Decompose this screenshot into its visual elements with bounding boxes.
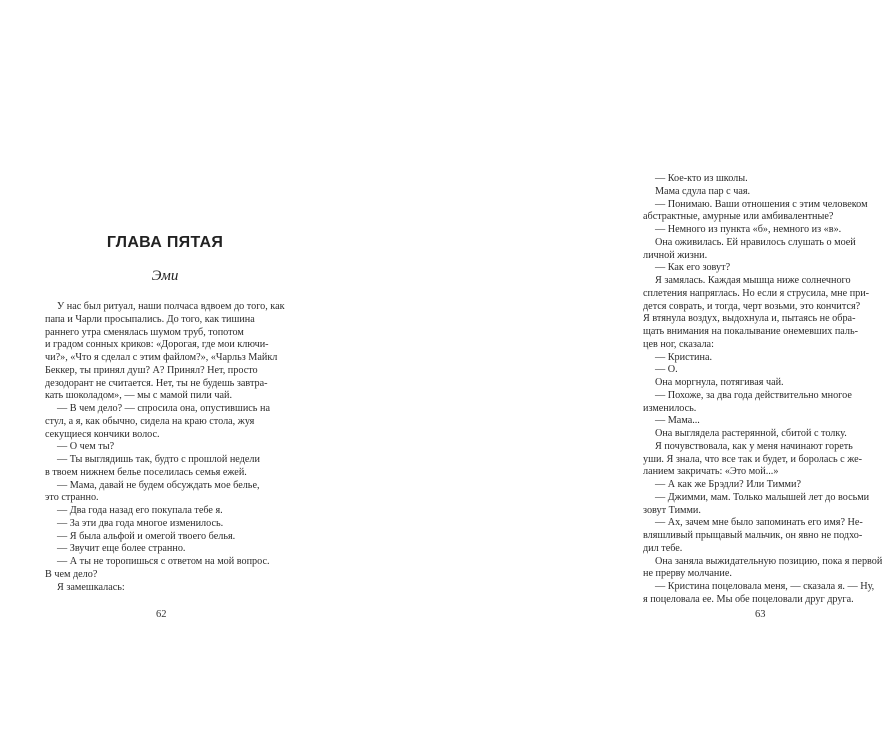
chapter-title: ГЛАВА ПЯТАЯ — [106, 234, 224, 251]
text-line: Мама сдула пар с чая. — [655, 185, 751, 197]
text-line: Беккер, ты принял душ? А? Принял? Нет, просто — [45, 364, 258, 376]
text-line: — Мама... — [655, 415, 700, 427]
text-line: — Понимаю. Ваши отношения с этим человеком — [655, 198, 868, 210]
text-line: — Кристина. — [655, 351, 713, 363]
text-line: Она выглядела растерянной, сбитой с толку. — [655, 428, 847, 439]
right-page — [300, 0, 882, 750]
left-page — [0, 0, 300, 750]
text-line: Она заняла выжидательную позицию, пока я первой — [655, 555, 882, 567]
text-line: цев ног, сказала: — [643, 338, 714, 350]
text-line: Она оживилась. Ей нравилось слушать о моей — [655, 236, 856, 248]
text-line: — Похоже, за два года действительно многое — [655, 389, 852, 401]
text-line: дил тебе. — [643, 542, 683, 554]
text-line: в твоем нижнем белье поселилась семья ежей. — [45, 466, 247, 478]
text-line: — Немного из пункта «б», немного из «в». — [655, 224, 842, 235]
text-line: У нас был ритуал, наши полчаса вдвоем до того, как — [57, 301, 285, 312]
text-line: я поцеловала ее. Мы обе поцеловали друг друга. — [643, 593, 854, 605]
text-line: — Я была альфой и омегой твоего белья. — [57, 530, 236, 542]
text-line: — А ты не торопишься с ответом на мой вопрос. — [57, 556, 270, 567]
text-line: В чем дело? — [45, 568, 98, 580]
page-number-left: 62 — [156, 609, 167, 620]
text-line: — О чем ты? — [57, 441, 115, 453]
text-line: — Кристина поцеловала меня, — сказала я. — Ну, — [655, 581, 875, 592]
text-line: Я замешкалась: — [57, 581, 125, 593]
text-line: — Звучит еще более странно. — [57, 543, 186, 555]
text-line: — Кое-кто из школы. — [655, 173, 748, 184]
page-number-right: 63 — [755, 609, 766, 620]
text-line: ланием закричать: «Это мой...» — [643, 466, 779, 478]
text-line: дется соврать, и тогда, черт возьми, это кончится? — [643, 300, 861, 312]
right-page-text — [643, 173, 882, 607]
text-line: — Ты выглядишь так, будто с прошлой недели — [57, 454, 260, 465]
text-line: — Джимми, мам. Только малышей лет до восьми — [655, 491, 870, 503]
text-line: — Как его зовут? — [655, 262, 731, 274]
text-line: — О. — [655, 364, 678, 376]
chapter-subtitle: Эми — [151, 268, 179, 284]
text-line: не прерву молчание. — [643, 568, 732, 580]
text-line: секущиеся кончики волос. — [45, 428, 160, 440]
text-line: раннего утра сменялась шумом труб, топотом — [45, 326, 244, 338]
text-line: — Ах, зачем мне было запоминать его имя? Не- — [655, 517, 863, 529]
text-line: уши. Я знала, что все так и будет, и боролась с же- — [643, 453, 863, 465]
text-line: — За эти два года многое изменилось. — [57, 517, 224, 529]
text-line: — Мама, давай не будем обсуждать мое белье, — [57, 479, 260, 491]
text-line: Я замялась. Каждая мышца ниже солнечного — [655, 275, 851, 286]
text-line: щать внимания на покалывание онемевших паль- — [643, 326, 859, 337]
text-line: — А как же Брэдли? Или Тимми? — [655, 479, 801, 490]
text-line: дезодорант не считается. Нет, ты не будешь завтра- — [45, 377, 268, 389]
text-line: — В чем дело? — спросила она, опустившись на — [57, 403, 270, 414]
text-line: сплетения напряглась. Но если я струсила, мне при- — [643, 287, 870, 299]
left-page-text — [45, 301, 286, 594]
text-line: личной жизни. — [643, 249, 708, 261]
text-line: Она моргнула, потягивая чай. — [655, 377, 784, 388]
text-line: и градом сонных криков: «Дорогая, где мои ключи- — [45, 339, 269, 351]
text-line: это странно. — [45, 492, 99, 504]
text-line: — Два года назад его покупала тебе я. — [57, 505, 223, 516]
text-line: Я почувствовала, как у меня начинают гореть — [655, 440, 853, 452]
text-line: чи?», «Что я сделал с этим файлом?», «Чарльз Майкл — [45, 352, 278, 363]
text-line: абстрактные, амурные или амбивалентные? — [643, 211, 834, 223]
text-line: папа и Чарли просыпались. До того, как тишина — [45, 313, 255, 325]
text-line: зовут Тимми. — [643, 504, 701, 516]
text-line: кать шоколадом», — мы с мамой пили чай. — [45, 390, 233, 402]
text-line: стул, а я, как обычно, сидела на краю стола, жуя — [45, 415, 255, 427]
text-line: вляшливый прыщавый мальчик, он явно не подхо- — [643, 530, 863, 541]
text-line: изменилось. — [643, 402, 697, 414]
text-line: Я втянула воздух, выдохнула и, пытаясь не обра- — [643, 313, 856, 325]
